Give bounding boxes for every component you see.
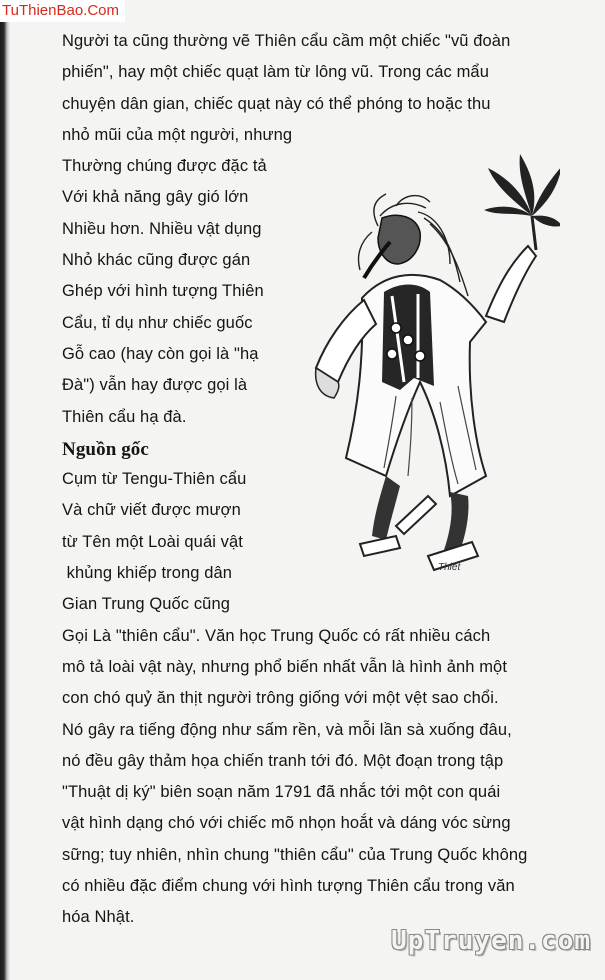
text-line: hóa Nhật. [62,908,135,927]
text-line: Thường chúng được đặc tả [62,157,267,176]
text-line: Cẩu, tỉ dụ như chiếc guốc [62,313,253,332]
text-line: Gian Trung Quốc cũng [62,595,231,614]
text-line: Nó gây ra tiếng động như sấm rền, và mỗi lần sà xuống đâu, [62,720,512,739]
text-line: Nhiều hơn. Nhiều vật dụng [62,219,262,238]
text-line: nhỏ mũi của một người, nhưng [62,125,293,144]
text-line: từ Tên một Loài quái vật [62,532,243,551]
text-line: phiến", hay một chiếc quạt làm từ lông vũ. Trong các mẩu [62,63,489,82]
text-line: "Thuật dị ký" biên soạn năm 1791 đã nhắc tới một con quái [62,783,501,802]
text-line: sững; tuy nhiên, nhìn chung "thiên cẩu" của Trung Quốc không [62,845,528,864]
text-line: Với khả năng gây gió lớn [62,188,249,207]
text-line: Gỗ cao (hay còn gọi là "hạ [62,344,259,363]
text-line: Thiên cẩu hạ đà. [62,407,187,426]
text-line: vật hình dạng chó với chiếc mõ nhọn hoắt và dáng vóc sừng [62,814,511,833]
text-line: nó đều gây thảm họa chiến tranh tới đó. Một đoạn trong tập [62,751,504,770]
text-line: Người ta cũng thường vẽ Thiên cẩu cầm một chiếc "vũ đoàn [62,32,511,50]
text-line: Đà") vẫn hay được gọi là [62,376,248,395]
text-line: Cụm từ Tengu-Thiên cẩu [62,470,247,489]
site-tag[interactable]: TuThienBao.Com [0,0,125,22]
text-line: chuyện dân gian, chiếc quạt này có thể phóng to hoặc thu [62,94,491,113]
text-line: có nhiều đặc điểm chung với hình tượng Thiên cẩu trong văn [62,877,515,896]
section-heading: Nguồn gốc [62,438,149,460]
text-line: mô tả loài vật này, nhưng phổ biến nhất vẫn là hình ảnh một [62,657,508,676]
page-binding-edge [0,0,10,980]
text-line: Ghép với hình tượng Thiên [62,282,264,301]
text-line: khủng khiếp trong dân [62,564,233,583]
text-line: con chó quỷ ăn thịt người trông giống với một vệt sao chổi. [62,689,499,708]
text-line: Gọi Là "thiên cẩu". Văn học Trung Quốc có rất nhiều cách [62,626,491,645]
artist-signature: Thiết [438,562,461,573]
text-line: Nhỏ khác cũng được gán [62,251,251,270]
tengu-illustration-icon [300,146,560,598]
text-line: Và chữ viết được mượn [62,501,241,520]
leaf-fan-icon [484,154,560,250]
watermark-logo: UpTruyen.com [391,926,591,956]
